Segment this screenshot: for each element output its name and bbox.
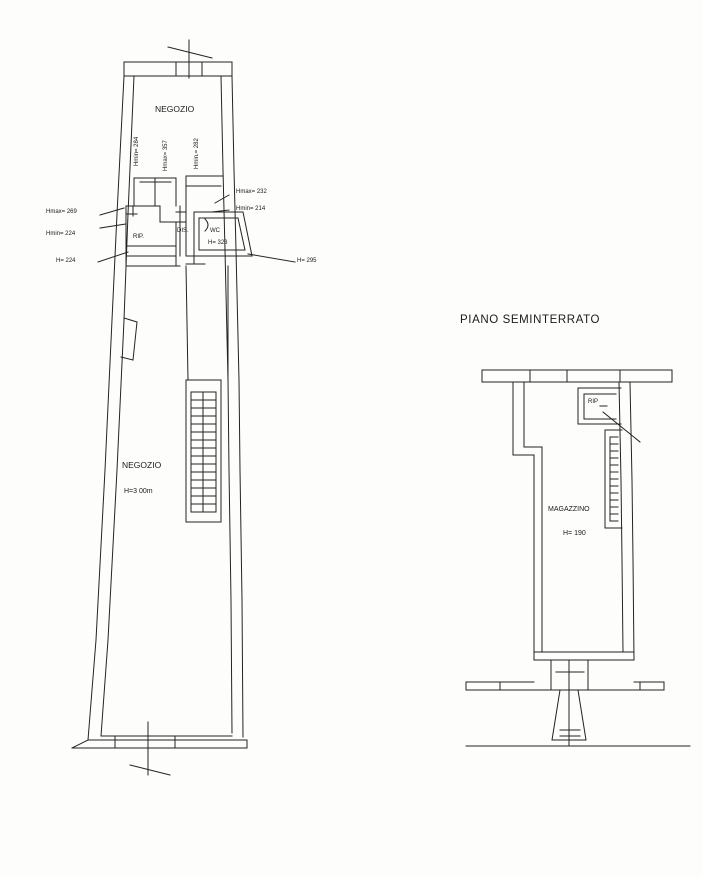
annotation-h-224: H= 224: [56, 258, 76, 264]
room-label-rip-basement: RIP: [588, 399, 599, 405]
leader-hmin-224: [100, 224, 126, 228]
room-label-dis-upper: DIS.: [177, 228, 189, 234]
basement-plan-title: PIANO SEMINTERRATO: [460, 314, 601, 326]
annotation-hmin-224: Hmin= 224: [46, 231, 76, 237]
annotation-hmax-232: Hmax= 232: [236, 189, 267, 195]
leader-hmax-269: [100, 208, 124, 215]
axis-cross-top: [168, 47, 212, 58]
annotation-hmin-282: Hmin.= 282: [194, 138, 200, 169]
annotation-hmax-269: Hmax= 269: [46, 209, 77, 215]
leader-hmax-232: [215, 195, 229, 203]
room-label-magazzino: MAGAZZINO: [548, 506, 590, 513]
room-label-negozio-lower: NEGOZIO: [122, 460, 162, 470]
annotation-h-323: H= 323: [208, 240, 228, 246]
room-label-wc-upper: WC: [210, 228, 220, 234]
leader-h-295: [248, 254, 295, 262]
annotation-hmin-214: Hmin= 214: [236, 206, 266, 212]
room-label-negozio-upper: NEGOZIO: [155, 104, 195, 114]
annotation-h-190: H= 190: [563, 530, 586, 537]
leader-h-224: [98, 252, 128, 262]
room-label-rip-upper: RIP.: [133, 234, 144, 240]
annotation-h-300: H=3 00m: [124, 488, 153, 495]
annotation-hmin-284: Hmin= 284: [134, 136, 140, 166]
annotation-h-295: H= 295: [297, 258, 317, 264]
annotation-hmax-357: Hmax= 357: [163, 140, 169, 171]
